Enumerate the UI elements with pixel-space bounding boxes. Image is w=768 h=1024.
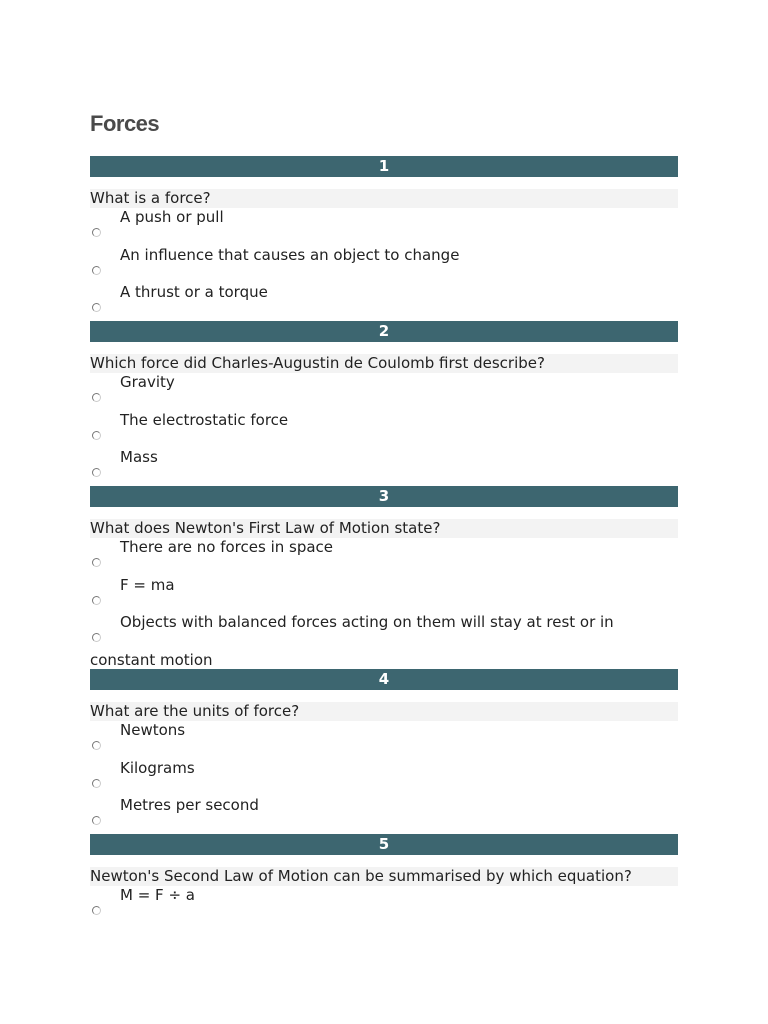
question-number-bar: 2: [90, 321, 678, 342]
radio-button[interactable]: [92, 906, 101, 915]
answer-option: [90, 759, 678, 797]
question-1: [90, 156, 678, 321]
radio-button[interactable]: [92, 558, 101, 567]
answer-label: A thrust or a torque: [120, 283, 268, 301]
answer-option: [90, 448, 678, 486]
radio-button[interactable]: [92, 228, 101, 237]
page-title: Forces: [90, 111, 160, 136]
question-text: Newton's Second Law of Motion can be summarised by which equation?: [90, 867, 678, 886]
answer-label: Mass: [120, 448, 158, 466]
radio-button[interactable]: [92, 741, 101, 750]
answer-option: [90, 796, 678, 834]
radio-button[interactable]: [92, 266, 101, 275]
answer-label: Kilograms: [120, 758, 195, 777]
radio-button[interactable]: [92, 468, 101, 477]
radio-button[interactable]: [92, 393, 101, 402]
radio-button[interactable]: [92, 779, 101, 788]
question-5: [90, 834, 678, 924]
answer-option: [90, 208, 678, 246]
answer-label: The electrostatic force: [120, 410, 289, 429]
radio-button[interactable]: [92, 431, 101, 440]
answer-label: Objects with balanced forces acting on them will stay at rest or in: [120, 613, 614, 631]
answer-label: Metres per second: [120, 796, 259, 814]
answer-option: [90, 886, 678, 924]
radio-button[interactable]: [92, 816, 101, 825]
question-text: What does Newton's First Law of Motion state?: [90, 519, 678, 538]
question-number-bar: 1: [90, 156, 678, 177]
question-text: Which force did Charles-Augustin de Coulomb first describe?: [90, 354, 678, 373]
answer-option: [90, 246, 678, 284]
answer-label: Gravity: [120, 373, 175, 391]
question-number-bar: 4: [90, 669, 678, 690]
answer-option: [90, 283, 678, 321]
radio-button[interactable]: [92, 633, 101, 642]
answer-option: [90, 373, 678, 411]
answer-option: [90, 613, 678, 669]
answer-label: F = ma: [120, 575, 175, 594]
question-text: What are the units of force?: [90, 702, 678, 721]
radio-button[interactable]: [92, 303, 101, 312]
answer-label: Newtons: [120, 721, 186, 739]
question-3: [90, 486, 678, 669]
answer-option: [90, 721, 678, 759]
answer-option: [90, 576, 678, 614]
radio-button[interactable]: [92, 596, 101, 605]
answer-label: A push or pull: [120, 208, 224, 226]
question-text: What is a force?: [90, 189, 678, 208]
answer-label: An influence that causes an object to change: [120, 245, 460, 264]
answer-label: There are no forces in space: [120, 538, 334, 556]
answer-option: [90, 411, 678, 449]
answer-label: M = F ÷ a: [120, 886, 195, 904]
answer-label-continuation: constant motion: [90, 651, 213, 669]
question-2: [90, 321, 678, 486]
question-number-bar: 3: [90, 486, 678, 507]
question-number-bar: 5: [90, 834, 678, 855]
question-4: [90, 669, 678, 834]
answer-option: [90, 538, 678, 576]
